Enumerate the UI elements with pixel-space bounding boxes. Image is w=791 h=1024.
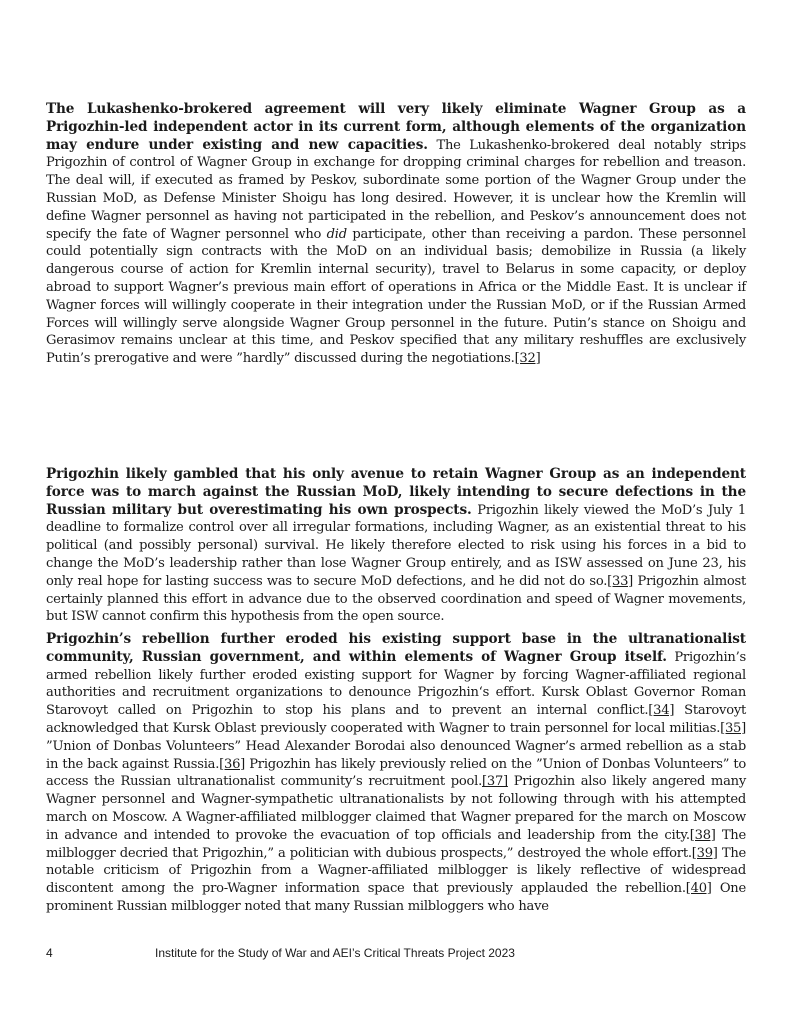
paragraph-lead: The Lukashenko-brokered agreement will very likely eliminate Wagner Group as a Prigozhin-led independent actor in its current form, although elements of the organization may endure under existing and new capacities.	[46, 101, 746, 153]
footnote-link-36[interactable]: [36]	[219, 756, 246, 772]
paragraph-body: Starovoyt acknowledged that Kursk Oblast previously cooperated with Wagner to train personnel for local militias.	[46, 703, 746, 736]
footnote-link-32[interactable]: [32]	[514, 351, 541, 367]
footnote-link-39[interactable]: [39]	[691, 845, 718, 861]
paragraph-body: One prominent Russian milblogger noted that many Russian milbloggers who have	[46, 881, 746, 914]
paragraph-body: participate, other than receiving a pardon. These personnel could potentially sign contracts with the MoD on an individual basis; demobilize in Russia (a likely dangerous course of action for Kremlin internal security), travel to Belarus in some capacity, or deploy abroad to support Wagner’s previous main effort of operations in Africa or the Middle East. It is unclear if Wagner forces will willingly cooperate in their integration under the Russian MoD, or if the Russian Armed Forces will willingly serve alongside Wagner Group personnel in the future. Putin’s stance on Shoigu and Gerasimov remains unclear at this time, and Peskov specified that any military reshuffles are exclusively Putin’s prerogative and were ”hardly” discussed during the negotiations.	[46, 226, 746, 367]
footnote-link-34[interactable]: [34]	[648, 703, 675, 719]
paragraph-body: The milblogger decried that Prigozhin,” a politician with dubious prospects,” destroyed the whole effort.	[46, 827, 746, 861]
paragraph-support-erosion	[46, 631, 746, 916]
paragraph-body: Prigozhin’s armed rebellion likely further eroded existing support for Wagner by forcing Wagner-affiliated regional authorities and recruitment organizations to denounce Prigozhin‘s effort. Kursk Oblast Governor Roman Starovoyt called on Prigozhin to stop his plans and to prevent an internal conflict.	[46, 649, 746, 719]
paragraph-body: The Lukashenko-brokered deal notably strips Prigozhin of control of Wagner Group in exchange for dropping criminal charges for rebellion and treason. The deal will, if executed as framed by Peskov, subordinate some portion of the Wagner Group under the Russian MoD, as Defense Minister Shoigu has long desired. However, it is unclear how the Kremlin will define Wagner personnel as having not participated in the rebellion, and Peskov’s announcement does not specify the fate of Wagner personnel who	[46, 137, 746, 242]
footnote-link-38[interactable]: [38]	[689, 827, 716, 843]
footer-organization: Institute for the Study of War and AEI’s Critical Threats Project 2023	[155, 946, 515, 960]
footnote-link-40[interactable]: [40]	[685, 881, 712, 897]
paragraph-body: Prigozhin also likely angered many Wagner personnel and Wagner-sympathetic ultranationalists by not following through with his attempted march on Moscow. A Wagner-affiliated milblogger claimed that Wagner prepared for the march on Moscow in advance and intended to provoke the evacuation of top officials and leadership from the city.	[46, 774, 746, 843]
footnote-link-33[interactable]: [33]	[607, 573, 634, 589]
page-footer	[46, 946, 745, 962]
paragraph-body: Prigozhin likely viewed the MoD’s July 1 deadline to formalize control over all irregular formations, including Wagner, as an existential threat to his political (and possibly personal) survival. He likely therefore elected to risk using his forces in a bid to change the MoD’s leadership rather than lose Wagner Group entirely, and as ISW assessed on June 23, his only real hope for lasting success was to secure MoD defections, and he did not do so.	[46, 502, 746, 589]
footnote-link-37[interactable]: [37]	[482, 774, 508, 790]
paragraph-body: The notable criticism of Prigozhin from a Wagner-affiliated milblogger is likely reflective of widespread discontent among the pro-Wagner information space that previously applauded the rebellion.	[46, 845, 747, 897]
paragraph-wagner-agreement	[46, 101, 746, 368]
paragraph-body: Prigozhin almost certainly planned this effort in advance due to the observed coordination and speed of Wagner movements, but ISW cannot confirm this hypothesis from the open source.	[46, 573, 746, 625]
paragraph-prigozhin-gamble	[46, 466, 746, 626]
emphasis-text: did	[326, 226, 347, 242]
paragraph-body: Prigozhin has likely previously relied on the ”Union of Donbas Volunteers” to access the Russian ultranationalist community’s recruitment pool.	[46, 756, 746, 790]
paragraph-lead: Prigozhin likely gambled that his only avenue to retain Wagner Group as an independent force was to march against the Russian MoD, likely intending to secure defections in the Russian military but overestimating his own prospects.	[46, 466, 746, 518]
paragraph-body: ”Union of Donbas Volunteers” Head Alexander Borodai also denounced Wagner’s armed rebellion as a stab in the back against Russia.	[46, 738, 746, 772]
footnote-link-35[interactable]: [35]	[720, 720, 746, 736]
paragraph-lead: Prigozhin’s rebellion further eroded his existing support base in the ultranationalist community, Russian government, and within elements of Wagner Group itself.	[46, 631, 746, 665]
page-number: 4	[46, 946, 53, 960]
